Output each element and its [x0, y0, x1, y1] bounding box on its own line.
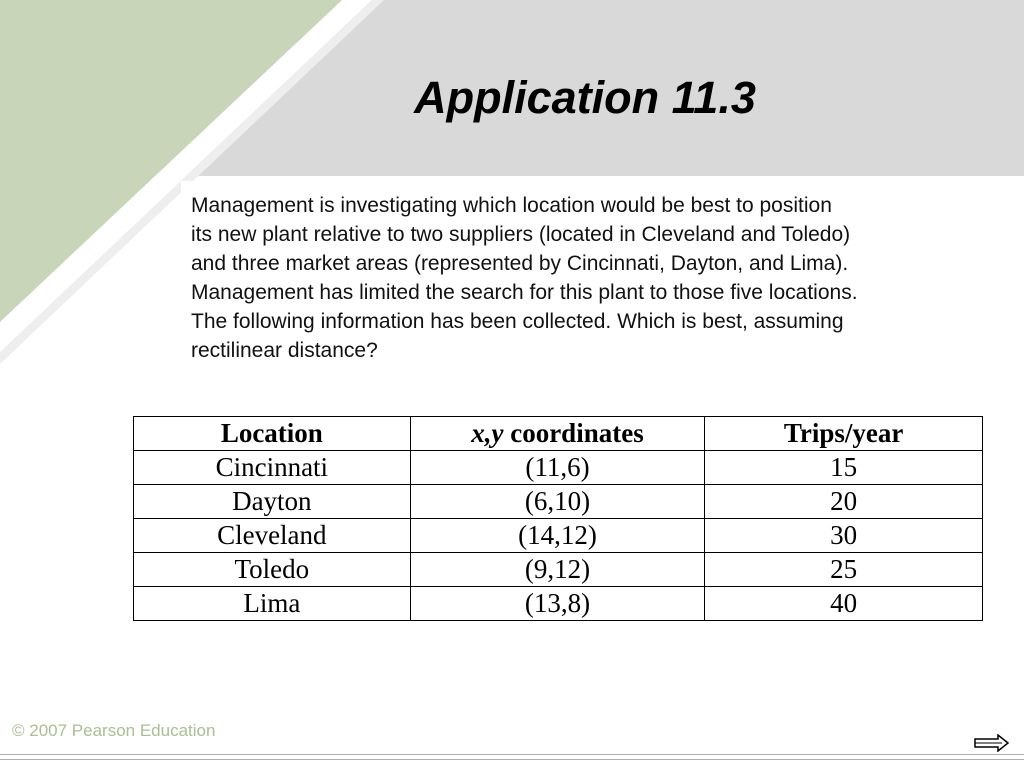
locations-table — [133, 416, 983, 621]
paragraph-line: its new plant relative to two suppliers (located in Cleveland and Toledo) — [191, 223, 851, 246]
footer-divider — [0, 754, 1024, 760]
paragraph-line: and three market areas (represented by Cincinnati, Dayton, and Lima). — [191, 252, 849, 275]
table-row — [134, 553, 983, 587]
cell-location: Dayton — [134, 485, 411, 519]
cell-trips: 15 — [705, 451, 983, 485]
cell-coords: (11,6) — [410, 451, 705, 485]
table-row — [134, 587, 983, 621]
cell-trips: 30 — [705, 519, 983, 553]
header-trips: Trips/year — [705, 417, 983, 451]
cell-location: Cincinnati — [134, 451, 411, 485]
paragraph-line: Management is investigating which location would be best to position — [191, 194, 832, 217]
header-location: Location — [134, 417, 411, 451]
header-coords-rest: coordinates — [503, 418, 644, 448]
footer-copyright: © 2007 Pearson Education — [12, 721, 216, 740]
table-row — [134, 485, 983, 519]
paragraph-line: Management has limited the search for this plant to those five locations. — [191, 281, 858, 304]
right-arrow-icon[interactable] — [974, 734, 1010, 752]
cell-location: Toledo — [134, 553, 411, 587]
paragraph-line: rectilinear distance? — [191, 339, 378, 362]
cell-coords: (13,8) — [410, 587, 705, 621]
table-row — [134, 451, 983, 485]
slide-title: Application 11.3 — [414, 72, 756, 123]
cell-coords: (9,12) — [410, 553, 705, 587]
cell-trips: 40 — [705, 587, 983, 621]
cell-location: Lima — [134, 587, 411, 621]
header-coords-italic: x,y — [471, 418, 504, 448]
cell-trips: 25 — [705, 553, 983, 587]
table-row — [134, 519, 983, 553]
table-header-row — [134, 417, 983, 451]
cell-coords: (6,10) — [410, 485, 705, 519]
paragraph-line: The following information has been collected. Which is best, assuming — [191, 310, 844, 333]
intro-paragraph — [191, 191, 1001, 365]
cell-trips: 20 — [705, 485, 983, 519]
cell-location: Cleveland — [134, 519, 411, 553]
header-coordinates — [410, 417, 705, 451]
cell-coords: (14,12) — [410, 519, 705, 553]
